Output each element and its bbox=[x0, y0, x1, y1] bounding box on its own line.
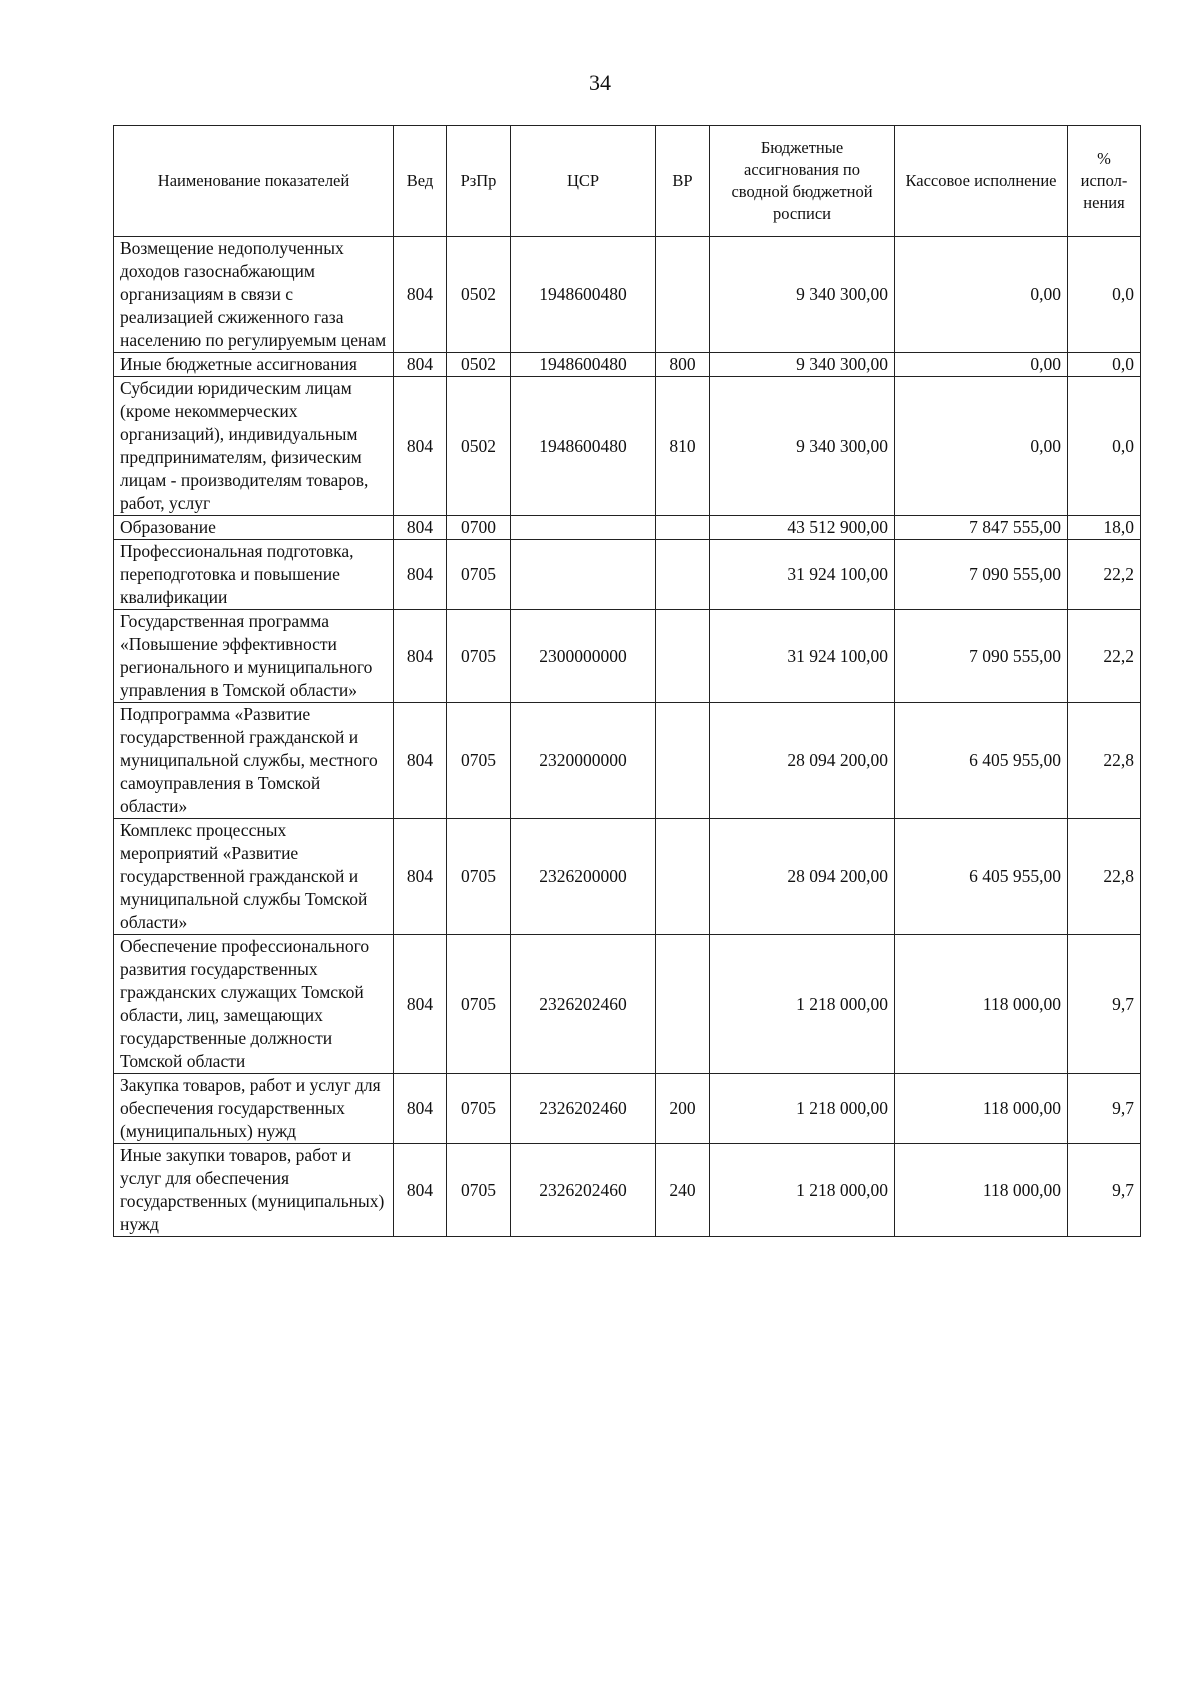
row-execution: 6 405 955,00 bbox=[895, 703, 1068, 819]
row-execution: 0,00 bbox=[895, 237, 1068, 353]
row-rzpr: 0502 bbox=[447, 353, 511, 377]
header-vr: ВР bbox=[656, 126, 710, 237]
table-row bbox=[114, 377, 1141, 516]
table-row bbox=[114, 1074, 1141, 1144]
row-vr bbox=[656, 237, 710, 353]
row-vr bbox=[656, 610, 710, 703]
row-percent: 18,0 bbox=[1068, 516, 1141, 540]
row-csr: 2320000000 bbox=[511, 703, 656, 819]
row-assignments: 1 218 000,00 bbox=[710, 1074, 895, 1144]
row-csr bbox=[511, 540, 656, 610]
row-csr: 1948600480 bbox=[511, 377, 656, 516]
row-execution: 0,00 bbox=[895, 353, 1068, 377]
row-execution: 7 090 555,00 bbox=[895, 540, 1068, 610]
header-execution: Кассовое исполнение bbox=[895, 126, 1068, 237]
row-assignments: 9 340 300,00 bbox=[710, 237, 895, 353]
row-vr bbox=[656, 703, 710, 819]
row-assignments: 31 924 100,00 bbox=[710, 540, 895, 610]
row-csr: 1948600480 bbox=[511, 237, 656, 353]
row-name: Субсидии юридическим лицам (кроме некоммерческих организаций), индивидуальным предпринимателям, физическим лицам - производителям товаров, работ, услуг bbox=[114, 377, 394, 516]
page-number: 34 bbox=[589, 70, 611, 95]
row-rzpr: 0705 bbox=[447, 703, 511, 819]
row-assignments: 9 340 300,00 bbox=[710, 353, 895, 377]
row-ved: 804 bbox=[394, 516, 447, 540]
row-percent: 0,0 bbox=[1068, 353, 1141, 377]
row-assignments: 1 218 000,00 bbox=[710, 1144, 895, 1237]
row-vr: 800 bbox=[656, 353, 710, 377]
row-rzpr: 0705 bbox=[447, 935, 511, 1074]
row-csr bbox=[511, 516, 656, 540]
row-name: Образование bbox=[114, 516, 394, 540]
row-rzpr: 0705 bbox=[447, 610, 511, 703]
row-vr bbox=[656, 516, 710, 540]
row-assignments: 9 340 300,00 bbox=[710, 377, 895, 516]
row-execution: 0,00 bbox=[895, 377, 1068, 516]
row-csr: 2326200000 bbox=[511, 819, 656, 935]
row-rzpr: 0705 bbox=[447, 1074, 511, 1144]
row-name: Подпрограмма «Развитие государственной гражданской и муниципальной службы, местного самоуправления в Томской области» bbox=[114, 703, 394, 819]
row-assignments: 43 512 900,00 bbox=[710, 516, 895, 540]
row-name: Обеспечение профессионального развития государственных гражданских служащих Томской области, лиц, замещающих государственные должности Томской области bbox=[114, 935, 394, 1074]
row-ved: 804 bbox=[394, 935, 447, 1074]
row-assignments: 31 924 100,00 bbox=[710, 610, 895, 703]
header-percent: % испол-нения bbox=[1068, 126, 1141, 237]
table-row bbox=[114, 1144, 1141, 1237]
table-row bbox=[114, 610, 1141, 703]
header-assignments: Бюджетные ассигнования по сводной бюджетной росписи bbox=[710, 126, 895, 237]
row-percent: 9,7 bbox=[1068, 935, 1141, 1074]
row-name: Закупка товаров, работ и услуг для обеспечения государственных (муниципальных) нужд bbox=[114, 1074, 394, 1144]
row-ved: 804 bbox=[394, 819, 447, 935]
header-name: Наименование показателей bbox=[114, 126, 394, 237]
row-ved: 804 bbox=[394, 540, 447, 610]
row-csr: 2326202460 bbox=[511, 935, 656, 1074]
row-ved: 804 bbox=[394, 377, 447, 516]
row-execution: 118 000,00 bbox=[895, 1074, 1068, 1144]
row-csr: 2300000000 bbox=[511, 610, 656, 703]
row-percent: 0,0 bbox=[1068, 237, 1141, 353]
header-csr: ЦСР bbox=[511, 126, 656, 237]
row-rzpr: 0502 bbox=[447, 377, 511, 516]
table-row bbox=[114, 703, 1141, 819]
row-vr bbox=[656, 540, 710, 610]
table-row bbox=[114, 540, 1141, 610]
row-name: Иные закупки товаров, работ и услуг для обеспечения государственных (муниципальных) нужд bbox=[114, 1144, 394, 1237]
row-assignments: 1 218 000,00 bbox=[710, 935, 895, 1074]
row-name: Государственная программа «Повышение эффективности регионального и муниципального управления в Томской области» bbox=[114, 610, 394, 703]
budget-table bbox=[113, 125, 1141, 1237]
row-rzpr: 0502 bbox=[447, 237, 511, 353]
row-ved: 804 bbox=[394, 353, 447, 377]
table-row bbox=[114, 237, 1141, 353]
row-percent: 0,0 bbox=[1068, 377, 1141, 516]
row-csr: 1948600480 bbox=[511, 353, 656, 377]
row-rzpr: 0700 bbox=[447, 516, 511, 540]
table-header-row bbox=[114, 126, 1141, 237]
row-vr: 810 bbox=[656, 377, 710, 516]
row-percent: 22,8 bbox=[1068, 703, 1141, 819]
row-csr: 2326202460 bbox=[511, 1144, 656, 1237]
row-percent: 22,8 bbox=[1068, 819, 1141, 935]
row-name: Комплекс процессных мероприятий «Развитие государственной гражданской и муниципальной службы Томской области» bbox=[114, 819, 394, 935]
row-execution: 6 405 955,00 bbox=[895, 819, 1068, 935]
row-rzpr: 0705 bbox=[447, 819, 511, 935]
row-ved: 804 bbox=[394, 237, 447, 353]
table-row bbox=[114, 819, 1141, 935]
row-assignments: 28 094 200,00 bbox=[710, 819, 895, 935]
row-execution: 7 847 555,00 bbox=[895, 516, 1068, 540]
row-ved: 804 bbox=[394, 1144, 447, 1237]
table-row bbox=[114, 935, 1141, 1074]
row-ved: 804 bbox=[394, 610, 447, 703]
row-percent: 9,7 bbox=[1068, 1074, 1141, 1144]
row-ved: 804 bbox=[394, 1074, 447, 1144]
row-vr: 200 bbox=[656, 1074, 710, 1144]
row-percent: 9,7 bbox=[1068, 1144, 1141, 1237]
row-vr bbox=[656, 935, 710, 1074]
row-execution: 118 000,00 bbox=[895, 935, 1068, 1074]
row-vr: 240 bbox=[656, 1144, 710, 1237]
row-rzpr: 0705 bbox=[447, 1144, 511, 1237]
row-name: Профессиональная подготовка, переподготовка и повышение квалификации bbox=[114, 540, 394, 610]
row-percent: 22,2 bbox=[1068, 610, 1141, 703]
row-rzpr: 0705 bbox=[447, 540, 511, 610]
row-csr: 2326202460 bbox=[511, 1074, 656, 1144]
row-execution: 7 090 555,00 bbox=[895, 610, 1068, 703]
table-row bbox=[114, 516, 1141, 540]
row-assignments: 28 094 200,00 bbox=[710, 703, 895, 819]
row-ved: 804 bbox=[394, 703, 447, 819]
header-ved: Вед bbox=[394, 126, 447, 237]
table-row bbox=[114, 353, 1141, 377]
row-execution: 118 000,00 bbox=[895, 1144, 1068, 1237]
row-vr bbox=[656, 819, 710, 935]
header-rzpr: РзПр bbox=[447, 126, 511, 237]
row-name: Возмещение недополученных доходов газоснабжающим организациям в связи с реализацией сжиженного газа населению по регулируемым ценам bbox=[114, 237, 394, 353]
row-name: Иные бюджетные ассигнования bbox=[114, 353, 394, 377]
row-percent: 22,2 bbox=[1068, 540, 1141, 610]
